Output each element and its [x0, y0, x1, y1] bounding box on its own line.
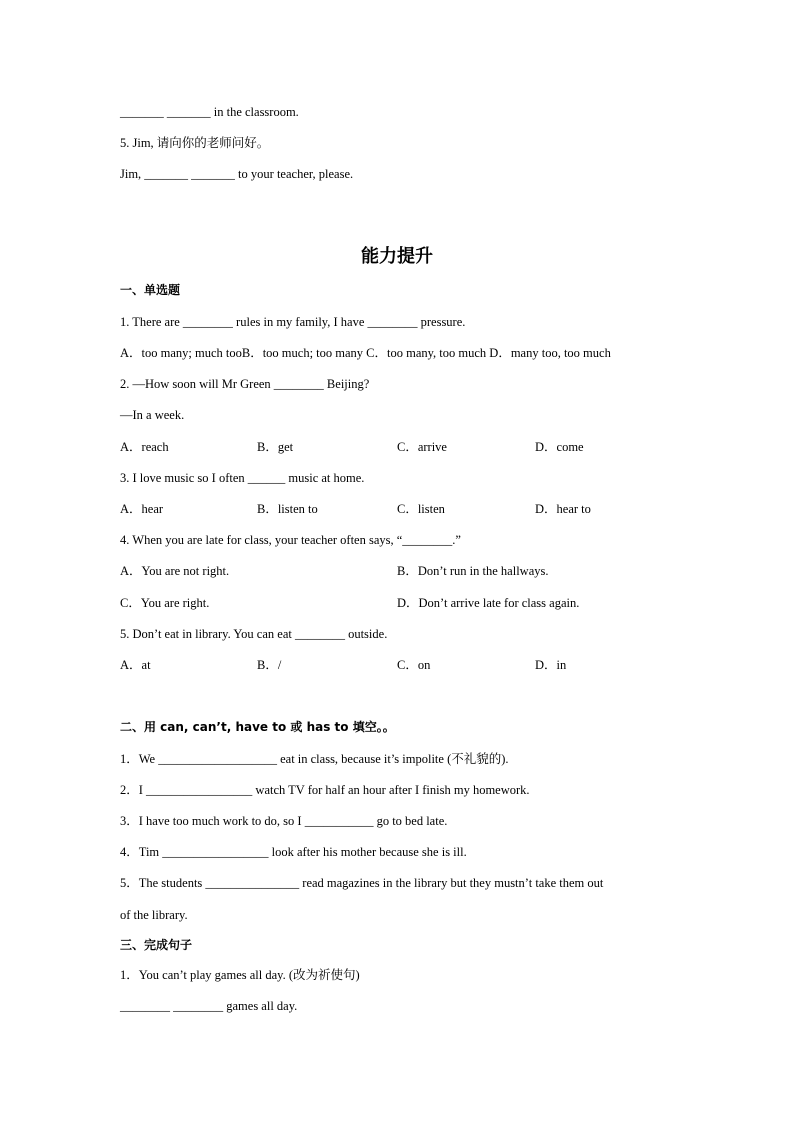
- question-stem: 5. Don’t eat in library. You can eat ________ outside.: [120, 627, 388, 641]
- fill-item: 4．Tim _________________ look after his mother because she is ill.: [120, 845, 467, 859]
- sentence-item: ________ ________ games all day.: [120, 999, 298, 1013]
- section-heading: 二、用 can, can’t, have to 或 has to 填空。。: [120, 720, 395, 734]
- option-c: C．arrive: [397, 440, 447, 454]
- fill-item: 3．I have too much work to do, so I ___________ go to bed late.: [120, 814, 448, 828]
- option-c: C．You are right.: [120, 596, 210, 610]
- option-b: B．Don’t run in the hallways.: [397, 564, 549, 578]
- question-stem: 4. When you are late for class, your teacher often says, “________.”: [120, 533, 461, 547]
- option-c: C．on: [397, 658, 431, 672]
- option-b: B．get: [257, 440, 294, 454]
- text-line: Jim, _______ _______ to your teacher, please.: [120, 167, 354, 181]
- fill-item: 1．We ___________________ eat in class, because it’s impolite (不礼貌的).: [120, 752, 509, 766]
- option-b: B．listen to: [257, 502, 318, 516]
- fill-item-continued: of the library.: [120, 908, 188, 922]
- text-line: _______ _______ in the classroom.: [120, 105, 299, 119]
- fill-item: 5．The students _______________ read magazines in the library but they mustn’t take them out: [120, 876, 604, 890]
- option-a: A．hear: [120, 502, 164, 516]
- option-a: A．You are not right.: [120, 564, 230, 578]
- option-a: A．at: [120, 658, 151, 672]
- option-d: D．hear to: [535, 502, 591, 516]
- section-title: 能力提升: [361, 246, 433, 267]
- sentence-item: 1．You can’t play games all day. (改为祈使句): [120, 968, 360, 982]
- option-d: D．Don’t arrive late for class again.: [397, 596, 580, 610]
- section-heading: 一、单选题: [120, 283, 181, 297]
- question-stem: 3. I love music so I often ______ music at home.: [120, 471, 365, 485]
- question-stem: 2. —How soon will Mr Green ________ Beijing?: [120, 377, 370, 391]
- option-a: A．reach: [120, 440, 169, 454]
- section-heading: 三、完成句子: [120, 938, 193, 952]
- text-line: 5. Jim, 请向你的老师问好。: [120, 136, 270, 150]
- option-c: C．listen: [397, 502, 445, 516]
- option-b: B．/: [257, 658, 282, 672]
- option-d: D．come: [535, 440, 584, 454]
- answer-line: —In a week.: [120, 408, 185, 422]
- question-stem: 1. There are ________ rules in my family, I have ________ pressure.: [120, 315, 466, 329]
- fill-item: 2．I _________________ watch TV for half an hour after I finish my homework.: [120, 783, 530, 797]
- option-d: D．in: [535, 658, 567, 672]
- options-line: A．too many; much tooB．too much; too many C．too many, too much D．many too, too much: [120, 346, 611, 360]
